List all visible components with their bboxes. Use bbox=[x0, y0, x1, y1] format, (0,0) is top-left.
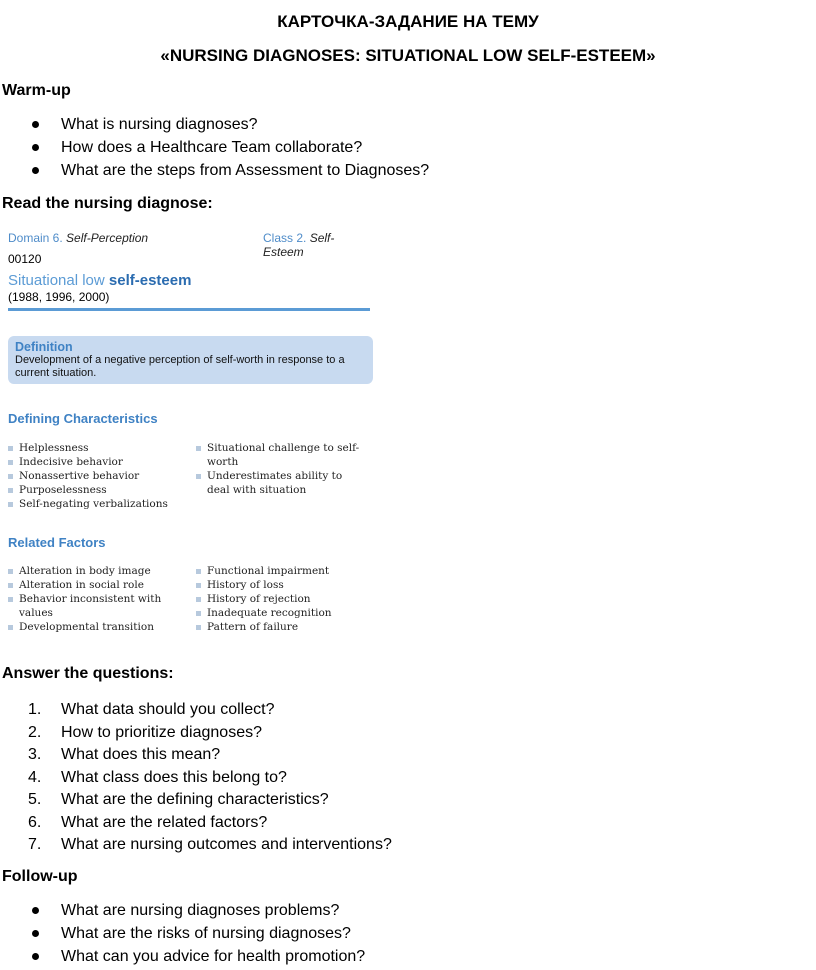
list-item: Self-negating verbalizations bbox=[8, 497, 193, 511]
list-item: How does a Healthcare Team collaborate? bbox=[0, 136, 429, 159]
followup-list bbox=[0, 899, 365, 968]
list-item: Nonassertive behavior bbox=[8, 469, 193, 483]
defining-left-col bbox=[8, 441, 193, 511]
list-item: Helplessness bbox=[8, 441, 193, 455]
class-label: Class 2. bbox=[263, 231, 307, 245]
answer-heading: Answer the questions: bbox=[2, 665, 174, 682]
warmup-list bbox=[0, 113, 429, 182]
list-item: History of rejection bbox=[196, 592, 366, 606]
list-item: 3. What does this mean? bbox=[28, 746, 221, 763]
list-item: Functional impairment bbox=[196, 564, 366, 578]
class-row bbox=[263, 231, 373, 259]
list-item: Developmental transition bbox=[8, 620, 168, 634]
bullet-icon bbox=[32, 930, 39, 937]
nanda-card bbox=[8, 228, 373, 638]
diagnosis-code: 00120 bbox=[8, 252, 42, 266]
list-item: Indecisive behavior bbox=[8, 455, 193, 469]
definition-heading: Definition bbox=[15, 340, 73, 354]
related-heading: Related Factors bbox=[8, 535, 106, 550]
list-item: 2. How to prioritize diagnoses? bbox=[28, 723, 262, 741]
bullet-icon bbox=[32, 121, 39, 128]
answer-list bbox=[0, 699, 392, 857]
defining-right-col bbox=[196, 441, 366, 497]
defining-heading: Defining Characteristics bbox=[8, 411, 158, 426]
list-item: Inadequate recognition bbox=[196, 606, 366, 620]
list-item: Alteration in body image bbox=[8, 564, 168, 578]
related-left-col bbox=[8, 564, 168, 634]
list-item: 4. What class does this belong to? bbox=[28, 768, 287, 786]
page-title: КАРТОЧКА-ЗАДАНИЕ НА ТЕМУ bbox=[277, 12, 539, 31]
definition-text: Development of a negative perception of self-worth in response to a current situation. bbox=[15, 354, 345, 379]
list-item: What can you advice for health promotion? bbox=[0, 945, 365, 968]
definition-box bbox=[8, 336, 373, 384]
list-item: 7. What are nursing outcomes and interventions? bbox=[28, 836, 392, 853]
list-item: What are the steps from Assessment to Diagnoses? bbox=[0, 159, 429, 182]
list-item: Purposelessness bbox=[8, 483, 193, 497]
list-item: Behavior inconsistent with values bbox=[8, 592, 168, 620]
list-item: Alteration in social role bbox=[8, 578, 168, 592]
read-heading: Read the nursing diagnose: bbox=[2, 195, 213, 212]
divider bbox=[8, 308, 370, 311]
domain-value: Self-Perception bbox=[66, 231, 149, 245]
list-item: Situational challenge to self-worth bbox=[196, 441, 366, 469]
bullet-icon bbox=[32, 167, 39, 174]
list-item: What is nursing diagnoses? bbox=[0, 113, 429, 136]
list-item: Underestimates ability to deal with situation bbox=[196, 469, 366, 497]
list-item: 1. What data should you collect? bbox=[28, 701, 275, 718]
diagnosis-years: (1988, 1996, 2000) bbox=[8, 290, 110, 304]
page-subtitle: «NURSING DIAGNOSES: SITUATIONAL LOW SELF-ESTEEM» bbox=[160, 46, 656, 65]
list-item: What are the risks of nursing diagnoses? bbox=[0, 922, 365, 945]
bullet-icon bbox=[32, 907, 39, 914]
class-value: Self-Esteem bbox=[263, 231, 335, 259]
bullet-icon bbox=[32, 144, 39, 151]
warmup-heading: Warm-up bbox=[2, 82, 71, 99]
list-item: What are nursing diagnoses problems? bbox=[0, 899, 365, 922]
list-item: History of loss bbox=[196, 578, 366, 592]
list-item: Pattern of failure bbox=[196, 620, 366, 634]
bullet-icon bbox=[32, 953, 39, 960]
diagnosis-name: Situational low self-esteem bbox=[8, 272, 192, 289]
domain-label: Domain 6. bbox=[8, 231, 63, 245]
list-item: 6. What are the related factors? bbox=[28, 813, 268, 831]
related-right-col bbox=[196, 564, 366, 634]
followup-heading: Follow-up bbox=[2, 868, 78, 885]
list-item: 5. What are the defining characteristics? bbox=[28, 791, 329, 808]
